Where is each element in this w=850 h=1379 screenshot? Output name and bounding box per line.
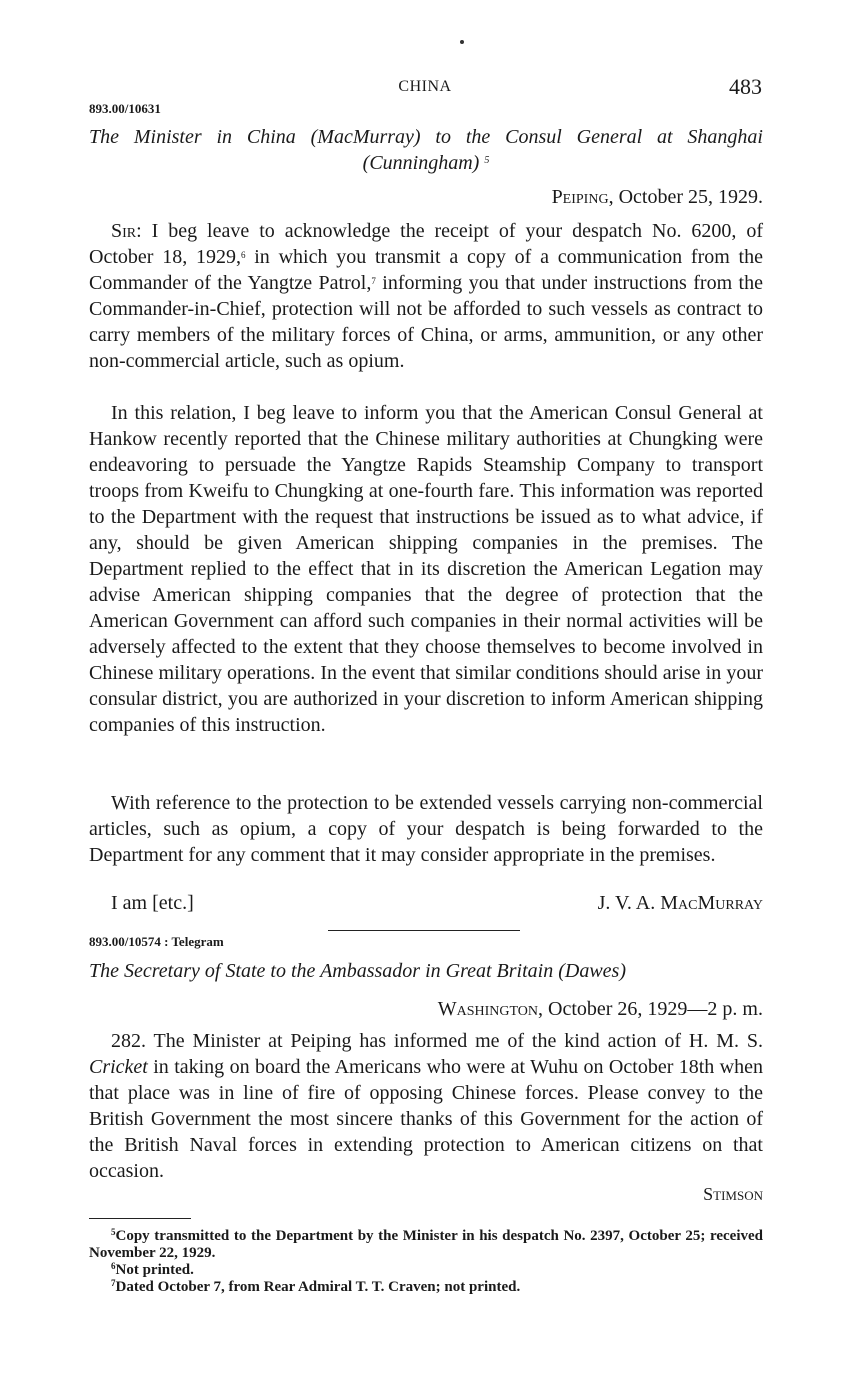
document-title [89,124,763,176]
running-header: CHINA [398,78,452,95]
footnote-text: Copy transmitted to the Department by the Minister in his despatch No. 2397, October 25; received November 22, 1929. [89,1228,763,1261]
ship-name: Cricket [89,1056,148,1078]
footnote-marker: 5 [484,155,490,166]
footnote-marker: 7 [371,276,376,286]
paragraph: In this relation, I beg leave to inform you that the American Consul General at Hankow recently reported that the Chinese military authorities at Chungking were endeavoring to persuade the Yangtze Rapids Steamship Company to transport troops from Kweifu to Chungking at one-fourth fare. This information was reported to the Department with the request that instructions be issued as to what advice, if any, should be given American shipping companies in the premises. The Department replied to the effect that in its discretion the American Legation may advise American shipping companies that the degree of protection that the American Government can afford such companies in their normal activities will be adversely affected to the extent that they choose themselves to become involved in Chinese military operations. In the event that similar conditions should arise in your consular district, you are authorized in your discretion to inform American shipping companies of this instruction. [89,402,763,736]
footnotes [89,1228,763,1296]
dateline-place: Washington, [437,998,544,1020]
footnote [89,1262,763,1279]
dateline-date: October 26, 1929—2 p. m. [543,998,763,1020]
paragraph-text: in which you transmit a copy of a communication from the Commander of the Yangtze Patrol, [89,246,763,294]
footnote-divider [89,1218,191,1219]
dateline [89,998,763,1021]
salutation: Sir: [111,220,142,242]
document-title-text: The Minister in China (MacMurray) to the Consul General at Shanghai (Cunningham) [89,126,763,174]
paragraph-text: 282. The Minister at Peiping has informed me of the kind action of H. M. S. [111,1030,763,1052]
complimentary-close: I am [etc.] [111,892,194,914]
paragraph-text: informing you that under instructions from the Commander-in-Chief, protection will not be afforded to such vessels as contract to carry members of the military forces of China, or arms, ammunition, or any other non-commercial article, such as opium. [89,272,763,372]
paragraph-text: in taking on board the Americans who were at Wuhu on October 18th when that place was in line of fire of opposing Chinese forces. Please convey to the British Government the most sincere thanks of this Government for the action of the British Naval forces in extending protection to American citizens on that occasion. [89,1056,763,1182]
dateline [89,186,763,209]
dateline-date: October 25, 1929. [613,186,763,208]
file-reference: 893.00/10574 : Telegram [89,934,224,949]
paragraph [89,218,763,374]
paragraph: With reference to the protection to be extended vessels carrying non-commercial articles, such as opium, a copy of your despatch is being forwarded to the Department for any comment that it may consider appropriate in the premises. [89,792,763,866]
closing-line [89,892,763,915]
paragraph [89,1028,763,1184]
footnote-mark: 7 [111,1278,116,1288]
file-reference: 893.00/10631 [89,101,161,116]
dateline-place: Peiping, [551,186,614,208]
page-number: 483 [729,74,762,99]
footnote-mark: 6 [111,1261,116,1271]
footnote-marker: 6 [240,250,246,260]
footnote-mark: 5 [111,1227,116,1237]
ink-speck [460,40,464,44]
signature: Stimson [703,1184,763,1204]
footnote-text: Not printed. [115,1262,194,1278]
paragraph-text: I beg leave to acknowledge the receipt of your despatch No. 6200, of October 18, 1929, [89,220,763,268]
footnote-text: Dated October 7, from Rear Admiral T. T. Craven; not printed. [115,1279,521,1295]
footnote [89,1228,763,1262]
signature: J. V. A. MacMurray [597,892,763,914]
section-divider [328,930,520,931]
document-title: The Secretary of State to the Ambassador in Great Britain (Dawes) [89,960,626,982]
footnote [89,1279,763,1296]
